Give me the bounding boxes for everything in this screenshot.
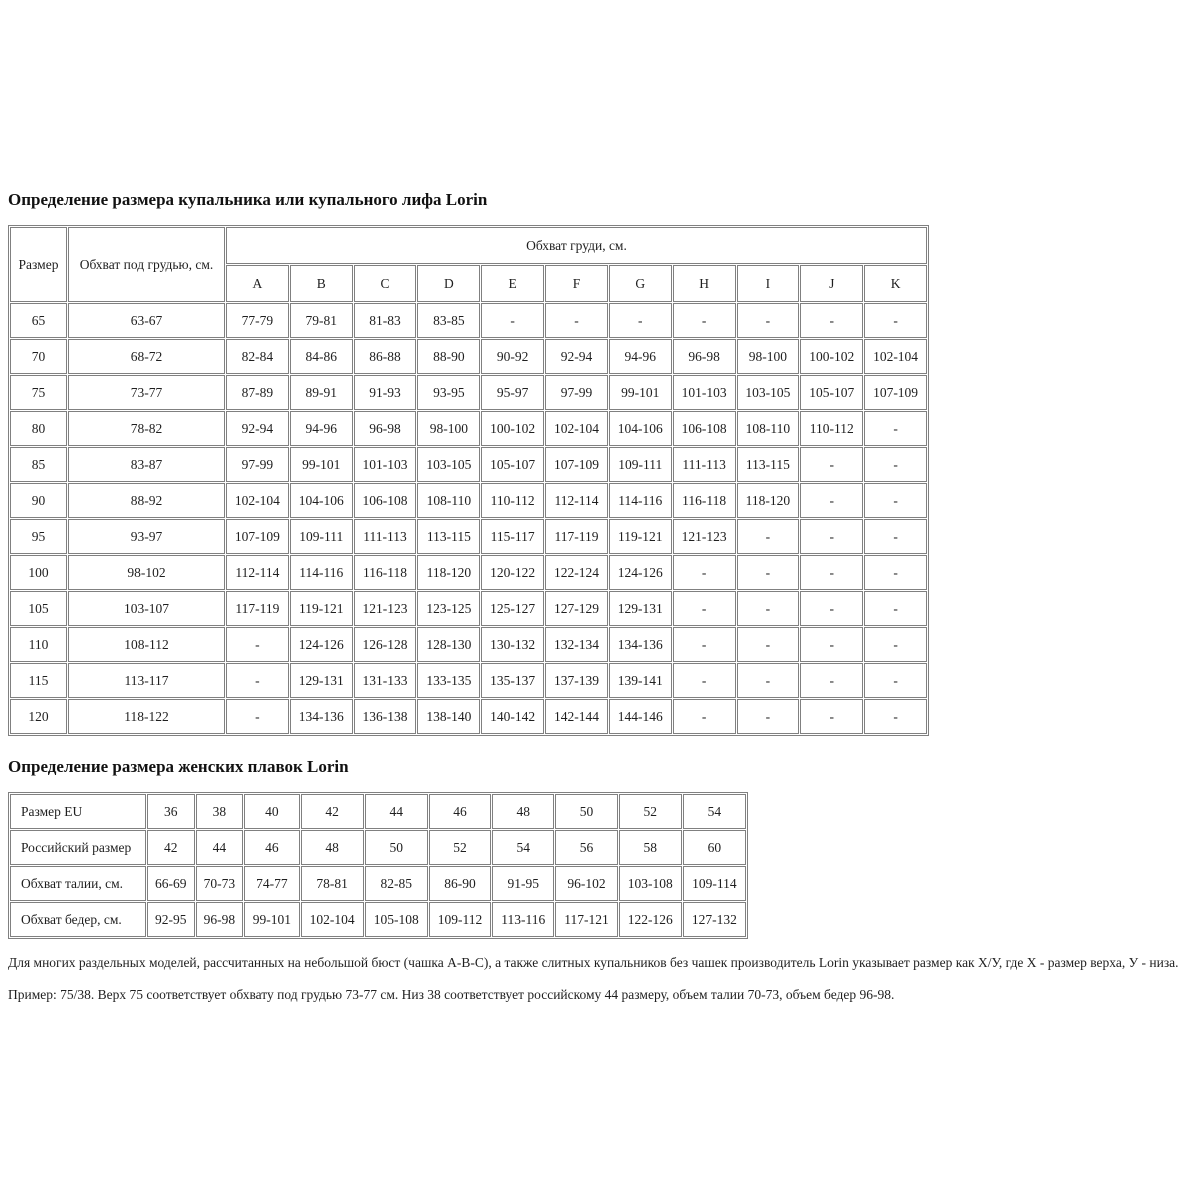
bust-cell-e: 100-102 xyxy=(481,411,544,446)
bust-cell-c: 81-83 xyxy=(354,303,417,338)
bust-cell-j: - xyxy=(800,483,863,518)
bottoms-value-cell: 44 xyxy=(196,830,244,865)
bottoms-value-cell: 54 xyxy=(683,794,746,829)
bottoms-row-label: Российский размер xyxy=(10,830,146,865)
bust-cell-h: - xyxy=(673,303,736,338)
bust-cell-k: - xyxy=(864,411,927,446)
bottoms-value-cell: 52 xyxy=(619,794,682,829)
bust-cell-d: 128-130 xyxy=(417,627,480,662)
bust-cell-f: 142-144 xyxy=(545,699,608,734)
bust-cell-d: 118-120 xyxy=(417,555,480,590)
bust-cell-d: 98-100 xyxy=(417,411,480,446)
bottoms-value-cell: 96-98 xyxy=(196,902,244,937)
bust-cell-k: - xyxy=(864,483,927,518)
bottoms-value-cell: 99-101 xyxy=(244,902,299,937)
bottoms-row-label: Обхват талии, см. xyxy=(10,866,146,901)
bust-cell-j: - xyxy=(800,519,863,554)
bra-size-row-70 xyxy=(10,339,927,374)
bust-cell-e: 115-117 xyxy=(481,519,544,554)
bust-cell-h: 106-108 xyxy=(673,411,736,446)
bust-cell-b: 129-131 xyxy=(290,663,353,698)
bust-cell-d: 113-115 xyxy=(417,519,480,554)
bra-size-row-105 xyxy=(10,591,927,626)
bottoms-table-row-0 xyxy=(10,794,746,829)
bust-cell-h: - xyxy=(673,555,736,590)
bust-cell-g: 124-126 xyxy=(609,555,672,590)
bust-cell-b: 109-111 xyxy=(290,519,353,554)
bust-cell-j: - xyxy=(800,447,863,482)
bust-cell-e: 95-97 xyxy=(481,375,544,410)
col-header-cup-f: F xyxy=(545,265,608,302)
bust-cell-i: 113-115 xyxy=(737,447,800,482)
bust-cell-e: 90-92 xyxy=(481,339,544,374)
bust-cell-b: 89-91 xyxy=(290,375,353,410)
bust-cell-c: 101-103 xyxy=(354,447,417,482)
underbust-cell: 73-77 xyxy=(68,375,225,410)
size-cell: 80 xyxy=(10,411,67,446)
bust-cell-h: 111-113 xyxy=(673,447,736,482)
bust-cell-b: 124-126 xyxy=(290,627,353,662)
bust-cell-c: 111-113 xyxy=(354,519,417,554)
bust-cell-c: 116-118 xyxy=(354,555,417,590)
bust-cell-c: 91-93 xyxy=(354,375,417,410)
bottoms-value-cell: 78-81 xyxy=(301,866,364,901)
bottoms-value-cell: 46 xyxy=(244,830,299,865)
col-header-cup-e: E xyxy=(481,265,544,302)
bust-cell-e: 110-112 xyxy=(481,483,544,518)
bottoms-value-cell: 117-121 xyxy=(555,902,618,937)
bust-cell-f: 122-124 xyxy=(545,555,608,590)
bottoms-value-cell: 52 xyxy=(429,830,492,865)
bust-cell-e: 125-127 xyxy=(481,591,544,626)
col-header-bust: Обхват груди, см. xyxy=(226,227,927,264)
bust-cell-c: 126-128 xyxy=(354,627,417,662)
note-sizing-format: Для многих раздельных моделей, рассчитанных на небольшой бюст (чашка A-B-C), а также слитных купальников без чашек производитель Lorin указывает размер как Х/У, где Х - размер верха, У - низа. xyxy=(8,955,1179,970)
bust-cell-i: - xyxy=(737,303,800,338)
bra-size-heading: Определение размера купальника или купального лифа Lorin xyxy=(8,190,488,209)
bust-cell-a: 107-109 xyxy=(226,519,289,554)
bust-cell-c: 86-88 xyxy=(354,339,417,374)
col-header-cup-g: G xyxy=(609,265,672,302)
size-cell: 120 xyxy=(10,699,67,734)
col-header-cup-a: A xyxy=(226,265,289,302)
size-cell: 105 xyxy=(10,591,67,626)
bust-cell-c: 121-123 xyxy=(354,591,417,626)
bottoms-value-cell: 58 xyxy=(619,830,682,865)
bust-cell-j: - xyxy=(800,303,863,338)
size-cell: 75 xyxy=(10,375,67,410)
bust-cell-b: 79-81 xyxy=(290,303,353,338)
bottoms-value-cell: 50 xyxy=(365,830,428,865)
bust-cell-i: - xyxy=(737,591,800,626)
bust-cell-j: - xyxy=(800,627,863,662)
bust-cell-d: 88-90 xyxy=(417,339,480,374)
bottoms-row-label: Размер EU xyxy=(10,794,146,829)
bottoms-value-cell: 48 xyxy=(301,830,364,865)
underbust-cell: 88-92 xyxy=(68,483,225,518)
bust-cell-e: 105-107 xyxy=(481,447,544,482)
bust-cell-i: - xyxy=(737,663,800,698)
bust-cell-a: 92-94 xyxy=(226,411,289,446)
bust-cell-a: 77-79 xyxy=(226,303,289,338)
bust-cell-b: 114-116 xyxy=(290,555,353,590)
bust-cell-a: - xyxy=(226,663,289,698)
col-header-cup-d: D xyxy=(417,265,480,302)
bust-cell-i: - xyxy=(737,519,800,554)
bust-cell-g: 134-136 xyxy=(609,627,672,662)
bottoms-value-cell: 70-73 xyxy=(196,866,244,901)
bust-cell-f: 137-139 xyxy=(545,663,608,698)
bust-cell-k: - xyxy=(864,663,927,698)
bust-cell-d: 83-85 xyxy=(417,303,480,338)
bust-cell-a: - xyxy=(226,627,289,662)
bust-cell-k: - xyxy=(864,447,927,482)
bust-cell-e: - xyxy=(481,303,544,338)
bust-cell-a: 117-119 xyxy=(226,591,289,626)
bust-cell-b: 99-101 xyxy=(290,447,353,482)
bust-cell-h: - xyxy=(673,591,736,626)
underbust-cell: 83-87 xyxy=(68,447,225,482)
bust-cell-h: - xyxy=(673,663,736,698)
underbust-cell: 68-72 xyxy=(68,339,225,374)
bust-cell-g: 139-141 xyxy=(609,663,672,698)
bust-cell-c: 131-133 xyxy=(354,663,417,698)
bust-cell-h: 101-103 xyxy=(673,375,736,410)
bust-cell-h: 116-118 xyxy=(673,483,736,518)
bottoms-value-cell: 74-77 xyxy=(244,866,299,901)
bra-size-row-120 xyxy=(10,699,927,734)
bottoms-table-row-1 xyxy=(10,830,746,865)
bottoms-value-cell: 54 xyxy=(492,830,554,865)
bust-cell-i: 103-105 xyxy=(737,375,800,410)
size-cell: 110 xyxy=(10,627,67,662)
bust-cell-a: 97-99 xyxy=(226,447,289,482)
bottoms-table-row-2 xyxy=(10,866,746,901)
bust-cell-g: 99-101 xyxy=(609,375,672,410)
bottoms-value-cell: 60 xyxy=(683,830,746,865)
bust-cell-a: 102-104 xyxy=(226,483,289,518)
bust-cell-k: - xyxy=(864,627,927,662)
bottoms-value-cell: 38 xyxy=(196,794,244,829)
bust-cell-c: 106-108 xyxy=(354,483,417,518)
bra-size-row-115 xyxy=(10,663,927,698)
bottoms-value-cell: 50 xyxy=(555,794,618,829)
bust-cell-j: - xyxy=(800,591,863,626)
bottoms-value-cell: 56 xyxy=(555,830,618,865)
bra-size-row-80 xyxy=(10,411,927,446)
bust-cell-b: 119-121 xyxy=(290,591,353,626)
bust-cell-d: 138-140 xyxy=(417,699,480,734)
bra-size-row-100 xyxy=(10,555,927,590)
bust-cell-i: 98-100 xyxy=(737,339,800,374)
bust-cell-h: - xyxy=(673,627,736,662)
size-cell: 65 xyxy=(10,303,67,338)
bust-cell-f: - xyxy=(545,303,608,338)
bra-size-row-90 xyxy=(10,483,927,518)
bust-cell-k: 102-104 xyxy=(864,339,927,374)
bottoms-value-cell: 127-132 xyxy=(683,902,746,937)
size-cell: 95 xyxy=(10,519,67,554)
col-header-cup-h: H xyxy=(673,265,736,302)
bust-cell-k: - xyxy=(864,303,927,338)
col-header-size: Размер xyxy=(10,227,67,302)
bust-cell-g: - xyxy=(609,303,672,338)
bust-cell-j: - xyxy=(800,663,863,698)
bottoms-value-cell: 46 xyxy=(429,794,492,829)
bust-cell-k: - xyxy=(864,591,927,626)
col-header-cup-i: I xyxy=(737,265,800,302)
bust-cell-f: 102-104 xyxy=(545,411,608,446)
bottoms-value-cell: 92-95 xyxy=(147,902,195,937)
bust-cell-j: - xyxy=(800,555,863,590)
bust-cell-c: 136-138 xyxy=(354,699,417,734)
bottoms-size-heading: Определение размера женских плавок Lorin xyxy=(8,757,349,776)
bust-cell-f: 132-134 xyxy=(545,627,608,662)
bust-cell-f: 107-109 xyxy=(545,447,608,482)
bust-cell-b: 84-86 xyxy=(290,339,353,374)
underbust-cell: 93-97 xyxy=(68,519,225,554)
bra-size-row-95 xyxy=(10,519,927,554)
bust-cell-g: 129-131 xyxy=(609,591,672,626)
bust-cell-a: - xyxy=(226,699,289,734)
bottoms-value-cell: 109-112 xyxy=(429,902,492,937)
bust-cell-d: 93-95 xyxy=(417,375,480,410)
bust-cell-f: 97-99 xyxy=(545,375,608,410)
col-header-cup-k: K xyxy=(864,265,927,302)
bust-cell-f: 92-94 xyxy=(545,339,608,374)
bust-cell-i: - xyxy=(737,627,800,662)
bust-cell-g: 94-96 xyxy=(609,339,672,374)
bust-cell-a: 112-114 xyxy=(226,555,289,590)
bottoms-value-cell: 103-108 xyxy=(619,866,682,901)
bottoms-value-cell: 66-69 xyxy=(147,866,195,901)
bottoms-value-cell: 82-85 xyxy=(365,866,428,901)
bottoms-value-cell: 36 xyxy=(147,794,195,829)
bra-size-row-75 xyxy=(10,375,927,410)
bust-cell-f: 127-129 xyxy=(545,591,608,626)
bottoms-value-cell: 109-114 xyxy=(683,866,746,901)
bust-cell-g: 144-146 xyxy=(609,699,672,734)
bottoms-table-row-3 xyxy=(10,902,746,937)
bust-cell-f: 112-114 xyxy=(545,483,608,518)
bust-cell-a: 82-84 xyxy=(226,339,289,374)
bra-table-header-row-1 xyxy=(10,227,927,264)
bust-cell-g: 104-106 xyxy=(609,411,672,446)
bottoms-value-cell: 102-104 xyxy=(301,902,364,937)
note-sizing-example: Пример: 75/38. Верх 75 соответствует обхвату под грудью 73-77 см. Низ 38 соответствует российскому 44 размеру, объем талии 70-73, объем бедер 96-98. xyxy=(8,987,895,1002)
bust-cell-j: - xyxy=(800,699,863,734)
bottoms-value-cell: 122-126 xyxy=(619,902,682,937)
bust-cell-h: 121-123 xyxy=(673,519,736,554)
bottoms-value-cell: 40 xyxy=(244,794,299,829)
bust-cell-f: 117-119 xyxy=(545,519,608,554)
bra-size-row-85 xyxy=(10,447,927,482)
bust-cell-g: 119-121 xyxy=(609,519,672,554)
bust-cell-e: 120-122 xyxy=(481,555,544,590)
bottoms-value-cell: 91-95 xyxy=(492,866,554,901)
underbust-cell: 118-122 xyxy=(68,699,225,734)
bust-cell-b: 104-106 xyxy=(290,483,353,518)
bust-cell-h: 96-98 xyxy=(673,339,736,374)
bust-cell-b: 134-136 xyxy=(290,699,353,734)
underbust-cell: 98-102 xyxy=(68,555,225,590)
bust-cell-k: - xyxy=(864,555,927,590)
bra-size-row-65 xyxy=(10,303,927,338)
bust-cell-e: 130-132 xyxy=(481,627,544,662)
col-header-cup-b: B xyxy=(290,265,353,302)
bust-cell-j: 105-107 xyxy=(800,375,863,410)
col-header-cup-j: J xyxy=(800,265,863,302)
bust-cell-j: 110-112 xyxy=(800,411,863,446)
bra-size-row-110 xyxy=(10,627,927,662)
bottoms-size-table xyxy=(8,792,748,939)
bust-cell-h: - xyxy=(673,699,736,734)
bottoms-value-cell: 48 xyxy=(492,794,554,829)
bust-cell-d: 103-105 xyxy=(417,447,480,482)
bottoms-value-cell: 44 xyxy=(365,794,428,829)
bottoms-row-label: Обхват бедер, см. xyxy=(10,902,146,937)
bottoms-value-cell: 96-102 xyxy=(555,866,618,901)
underbust-cell: 103-107 xyxy=(68,591,225,626)
size-cell: 115 xyxy=(10,663,67,698)
bottoms-value-cell: 42 xyxy=(301,794,364,829)
bust-cell-i: - xyxy=(737,555,800,590)
bust-cell-k: - xyxy=(864,519,927,554)
col-header-cup-c: C xyxy=(354,265,417,302)
bust-cell-d: 133-135 xyxy=(417,663,480,698)
bust-cell-i: 118-120 xyxy=(737,483,800,518)
bust-cell-e: 135-137 xyxy=(481,663,544,698)
bottoms-value-cell: 113-116 xyxy=(492,902,554,937)
bust-cell-i: 108-110 xyxy=(737,411,800,446)
bust-cell-k: - xyxy=(864,699,927,734)
underbust-cell: 63-67 xyxy=(68,303,225,338)
bust-cell-a: 87-89 xyxy=(226,375,289,410)
underbust-cell: 113-117 xyxy=(68,663,225,698)
bust-cell-g: 114-116 xyxy=(609,483,672,518)
bottoms-value-cell: 42 xyxy=(147,830,195,865)
bra-size-table xyxy=(8,225,929,736)
bust-cell-c: 96-98 xyxy=(354,411,417,446)
bust-cell-j: 100-102 xyxy=(800,339,863,374)
underbust-cell: 108-112 xyxy=(68,627,225,662)
bust-cell-d: 123-125 xyxy=(417,591,480,626)
bottoms-value-cell: 86-90 xyxy=(429,866,492,901)
size-cell: 90 xyxy=(10,483,67,518)
size-cell: 100 xyxy=(10,555,67,590)
underbust-cell: 78-82 xyxy=(68,411,225,446)
bust-cell-d: 108-110 xyxy=(417,483,480,518)
bust-cell-i: - xyxy=(737,699,800,734)
bust-cell-b: 94-96 xyxy=(290,411,353,446)
bust-cell-k: 107-109 xyxy=(864,375,927,410)
bust-cell-g: 109-111 xyxy=(609,447,672,482)
bottoms-value-cell: 105-108 xyxy=(365,902,428,937)
col-header-underbust: Обхват под грудью, см. xyxy=(68,227,225,302)
size-cell: 70 xyxy=(10,339,67,374)
bust-cell-e: 140-142 xyxy=(481,699,544,734)
size-cell: 85 xyxy=(10,447,67,482)
